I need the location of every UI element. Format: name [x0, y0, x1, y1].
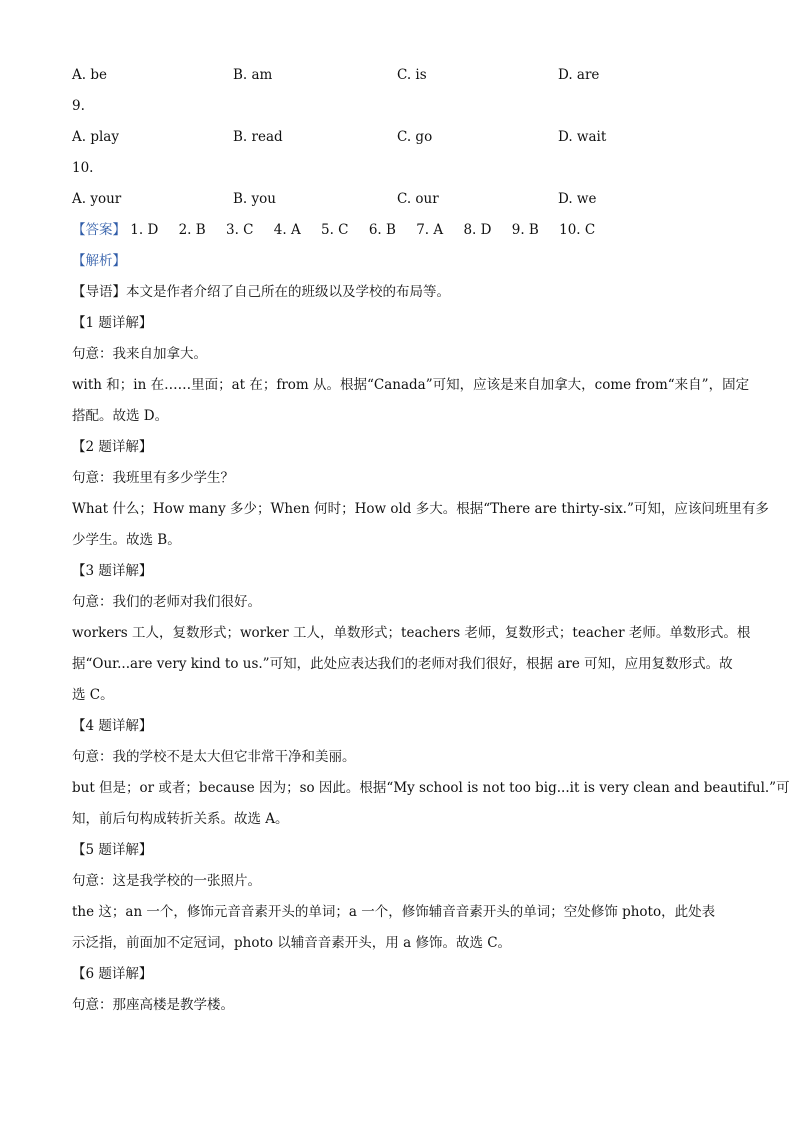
question-9-number: 9.	[72, 98, 85, 114]
section-2-explanation-line: 少学生。故选 B。	[72, 532, 181, 548]
option-c: C. is	[397, 67, 427, 83]
section-5-explanation-line: 示泛指，前面加不定冠词，photo 以辅音音素开头，用 a 修饰。故选 C。	[72, 935, 512, 951]
option-d: D. we	[558, 191, 597, 207]
section-5-meaning: 句意：这是我学校的一张照片。	[72, 873, 261, 889]
answer-item: 6. B	[368, 222, 396, 238]
section-2-meaning: 句意：我班里有多少学生？	[72, 470, 234, 486]
section-2-heading: 【2 题详解】	[72, 439, 153, 455]
section-4-heading: 【4 题详解】	[72, 718, 153, 734]
option-a: A. your	[72, 191, 122, 207]
answer-item: 10. C	[559, 222, 596, 238]
section-3-heading: 【3 题详解】	[72, 563, 153, 579]
option-b: B. am	[233, 67, 273, 83]
section-5-heading: 【5 题详解】	[72, 842, 153, 858]
section-1-meaning: 句意：我来自加拿大。	[72, 346, 207, 362]
answer-item: 3. C	[225, 222, 254, 238]
answer-item: 7. A	[416, 222, 444, 238]
section-4-explanation-line: 知，前后句构成转折关系。故选 A。	[72, 811, 289, 827]
option-b: B. read	[233, 129, 283, 145]
document-page	[72, 60, 790, 1021]
answer-item: 1. D	[130, 222, 159, 238]
section-3-meaning: 句意：我们的老师对我们很好。	[72, 594, 261, 610]
section-4-meaning: 句意：我的学校不是太大但它非常干净和美丽。	[72, 749, 356, 765]
option-b: B. you	[233, 191, 276, 207]
section-6-meaning: 句意：那座高楼是教学楼。	[72, 997, 234, 1013]
question-10-number: 10.	[72, 160, 94, 176]
option-d: D. are	[558, 67, 600, 83]
section-2-explanation-line: What 什么；How many 多少；When 何时；How old 多大。根据“There are thirty-six.”可知，应该问班里有多	[72, 501, 769, 517]
option-a: A. play	[72, 129, 119, 145]
section-3-explanation-line: workers 工人，复数形式；worker 工人，单数形式；teachers 老师，复数形式；teacher 老师。单数形式。根	[72, 625, 751, 641]
answer-label: 【答案】	[72, 222, 126, 238]
option-c: C. go	[397, 129, 433, 145]
guide-text: 【导语】本文是作者介绍了自己所在的班级以及学校的布局等。	[72, 284, 450, 300]
section-1-explanation-line: with 和；in 在……里面；at 在；from 从。根据“Canada”可知，应该是来自加拿大，come from“来自”，固定	[72, 377, 750, 393]
section-1-explanation-line: 搭配。故选 D。	[72, 408, 169, 424]
section-6-heading: 【6 题详解】	[72, 966, 153, 982]
option-a: A. be	[72, 67, 107, 83]
answer-item: 8. D	[463, 222, 492, 238]
option-d: D. wait	[558, 129, 607, 145]
option-c: C. our	[397, 191, 439, 207]
answer-item: 5. C	[321, 222, 349, 238]
section-1-heading: 【1 题详解】	[72, 315, 153, 331]
section-3-explanation-line: 据“Our...are very kind to us.”可知，此处应表达我们的老师对我们很好，根据 are 可知，应用复数形式。故	[72, 656, 733, 672]
question-8-options	[72, 60, 724, 91]
question-9-options	[72, 122, 724, 153]
answer-item: 2. B	[178, 222, 206, 238]
analysis-label: 【解析】	[72, 253, 126, 269]
question-10-options	[72, 184, 724, 215]
answer-item: 9. B	[511, 222, 539, 238]
section-5-explanation-line: the 这；an 一个，修饰元音音素开头的单词；a 一个，修饰辅音音素开头的单词；空处修饰 photo，此处表	[72, 904, 716, 920]
answer-key	[72, 215, 724, 246]
section-3-explanation-line: 选 C。	[72, 687, 114, 703]
section-4-explanation-line: but 但是；or 或者；because 因为；so 因此。根据“My school is not too big...it is very clean and beautiful.”可	[72, 780, 790, 796]
answer-item: 4. A	[273, 222, 301, 238]
